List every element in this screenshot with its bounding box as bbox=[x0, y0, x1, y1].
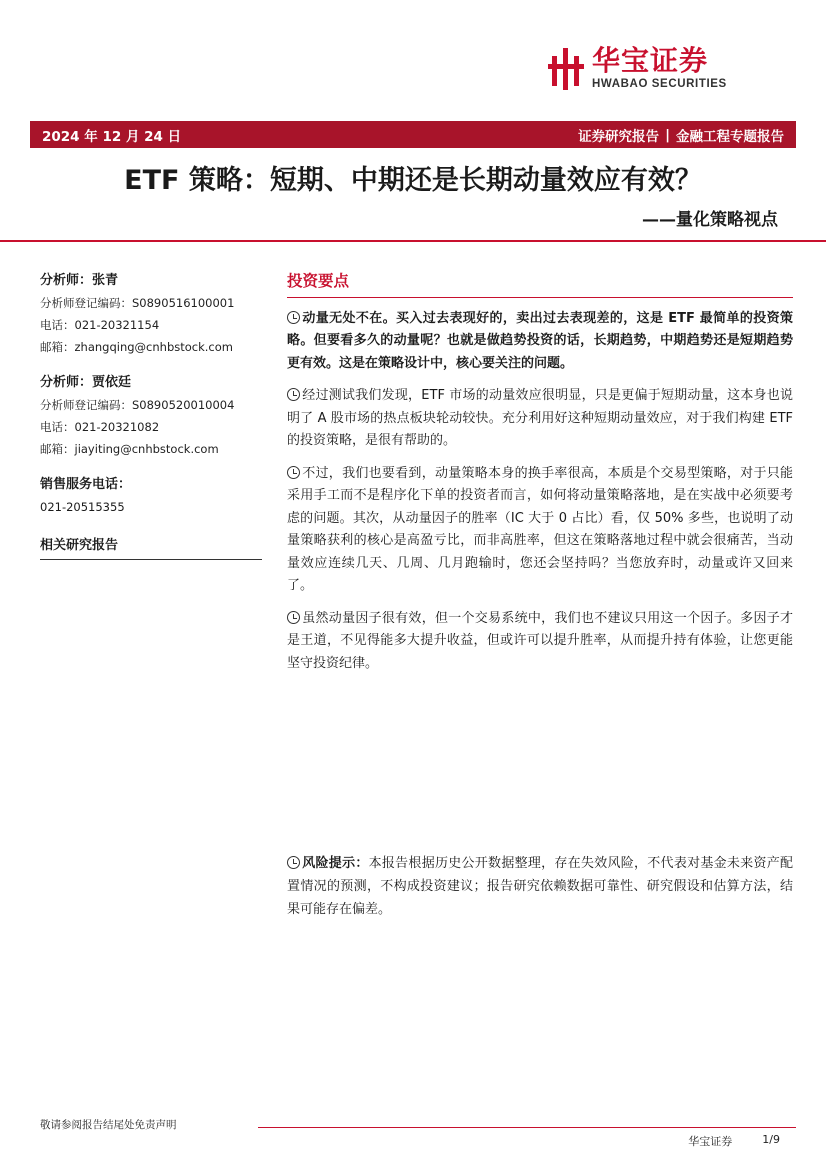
analyst-block bbox=[40, 270, 262, 358]
report-date: 2024 年 12 月 24 日 bbox=[42, 128, 182, 145]
key-point-paragraph: 不过，我们也要看到，动量策略本身的换手率很高，本质是个交易型策略，对于只能采用手工而不是程序化下单的投资者而言，如何将动量策略落地，是在实战中必须要考虑的问题。其次，从动量因子的胜率（IC 大于 0 占比）看，仅 50% 多些，也说明了动量策略获利的核心是高盈亏比，而非高胜率，但这在策略落地过程中就会很痛苦，当动量效应连续几天、几周、几月跑输时，您还会坚持吗？当您放弃时，动量或许又回来了。 bbox=[287, 465, 793, 593]
hwabao-logo-icon bbox=[548, 44, 584, 92]
report-category: 证券研究报告 bbox=[578, 128, 660, 145]
clock-bullet-icon bbox=[287, 856, 300, 869]
report-title: ETF 策略：短期、中期还是长期动量效应有效？ bbox=[124, 165, 702, 196]
risk-label: 风险提示： bbox=[302, 856, 369, 871]
analyst-name: 分析师：张青 bbox=[40, 273, 119, 288]
analyst-registration: 分析师登记编码：S0890516100001 bbox=[40, 296, 235, 310]
banner-separator: | bbox=[665, 126, 670, 143]
analyst-phone: 电话：021-20321154 bbox=[40, 318, 160, 332]
risk-text: 本报告根据历史公开数据整理，存在失效风险，不代表对基金未来资产配置情况的预测，不构成投资建议；报告研究依赖数据可靠性、研究假设和估算方法，结果可能存在偏差。 bbox=[287, 856, 793, 917]
footer-company: 华宝证券 bbox=[688, 1135, 733, 1148]
sales-title: 销售服务电话： bbox=[40, 477, 132, 492]
clock-bullet-icon bbox=[287, 388, 300, 401]
title-divider bbox=[0, 240, 826, 242]
footer-info bbox=[688, 1133, 780, 1149]
sales-phone: 021-20515355 bbox=[40, 500, 125, 514]
analyst-phone: 电话：021-20321082 bbox=[40, 420, 160, 434]
logo-name-en: HWABAO SECURITIES bbox=[592, 78, 727, 90]
risk-warning bbox=[287, 852, 793, 921]
page-number: 1/9 bbox=[762, 1133, 780, 1146]
company-logo bbox=[548, 42, 783, 94]
report-subtitle: ——量化策略视点 bbox=[642, 210, 778, 230]
analyst-email[interactable]: 邮箱：jiayiting@cnhbstock.com bbox=[40, 442, 219, 456]
analyst-block bbox=[40, 372, 262, 460]
key-points-section bbox=[287, 270, 793, 685]
clock-bullet-icon bbox=[287, 611, 300, 624]
analyst-registration: 分析师登记编码：S0890520010004 bbox=[40, 398, 235, 412]
report-type: 金融工程专题报告 bbox=[676, 128, 784, 145]
clock-bullet-icon bbox=[287, 466, 300, 479]
key-point-paragraph: 经过测试我们发现，ETF 市场的动量效应很明显，只是更偏于短期动量，这本身也说明了 A 股市场的热点板块轮动较快。充分利用好这种短期动量效应，对于我们构建 ETF 的投资策略，是很有帮助的。 bbox=[287, 388, 793, 448]
analyst-name: 分析师：贾依廷 bbox=[40, 375, 132, 390]
clock-bullet-icon bbox=[287, 311, 300, 324]
key-points-title: 投资要点 bbox=[287, 270, 793, 298]
footer-divider bbox=[258, 1127, 796, 1128]
analyst-email[interactable]: 邮箱：zhangqing@cnhbstock.com bbox=[40, 340, 233, 354]
related-reports-heading: 相关研究报告 bbox=[40, 534, 262, 560]
sidebar bbox=[40, 270, 262, 560]
footer-disclaimer[interactable]: 敬请参阅报告结尾处免责声明 bbox=[40, 1119, 177, 1131]
header-banner bbox=[30, 121, 796, 148]
key-point-paragraph: 动量无处不在。买入过去表现好的，卖出过去表现差的，这是 ETF 最简单的投资策略。但要看多久的动量呢？也就是做趋势投资的话，长期趋势，中期趋势还是短期趋势更有效。这是在策略设计中，核心要关注的问题。 bbox=[287, 310, 793, 371]
key-point-paragraph: 虽然动量因子很有效，但一个交易系统中，我们也不建议只用这一个因子。多因子才是王道，不见得能多大提升收益，但或许可以提升胜率，从而提升持有体验，让您更能坚守投资纪律。 bbox=[287, 610, 793, 671]
logo-name-cn: 华宝证券 bbox=[592, 44, 709, 77]
